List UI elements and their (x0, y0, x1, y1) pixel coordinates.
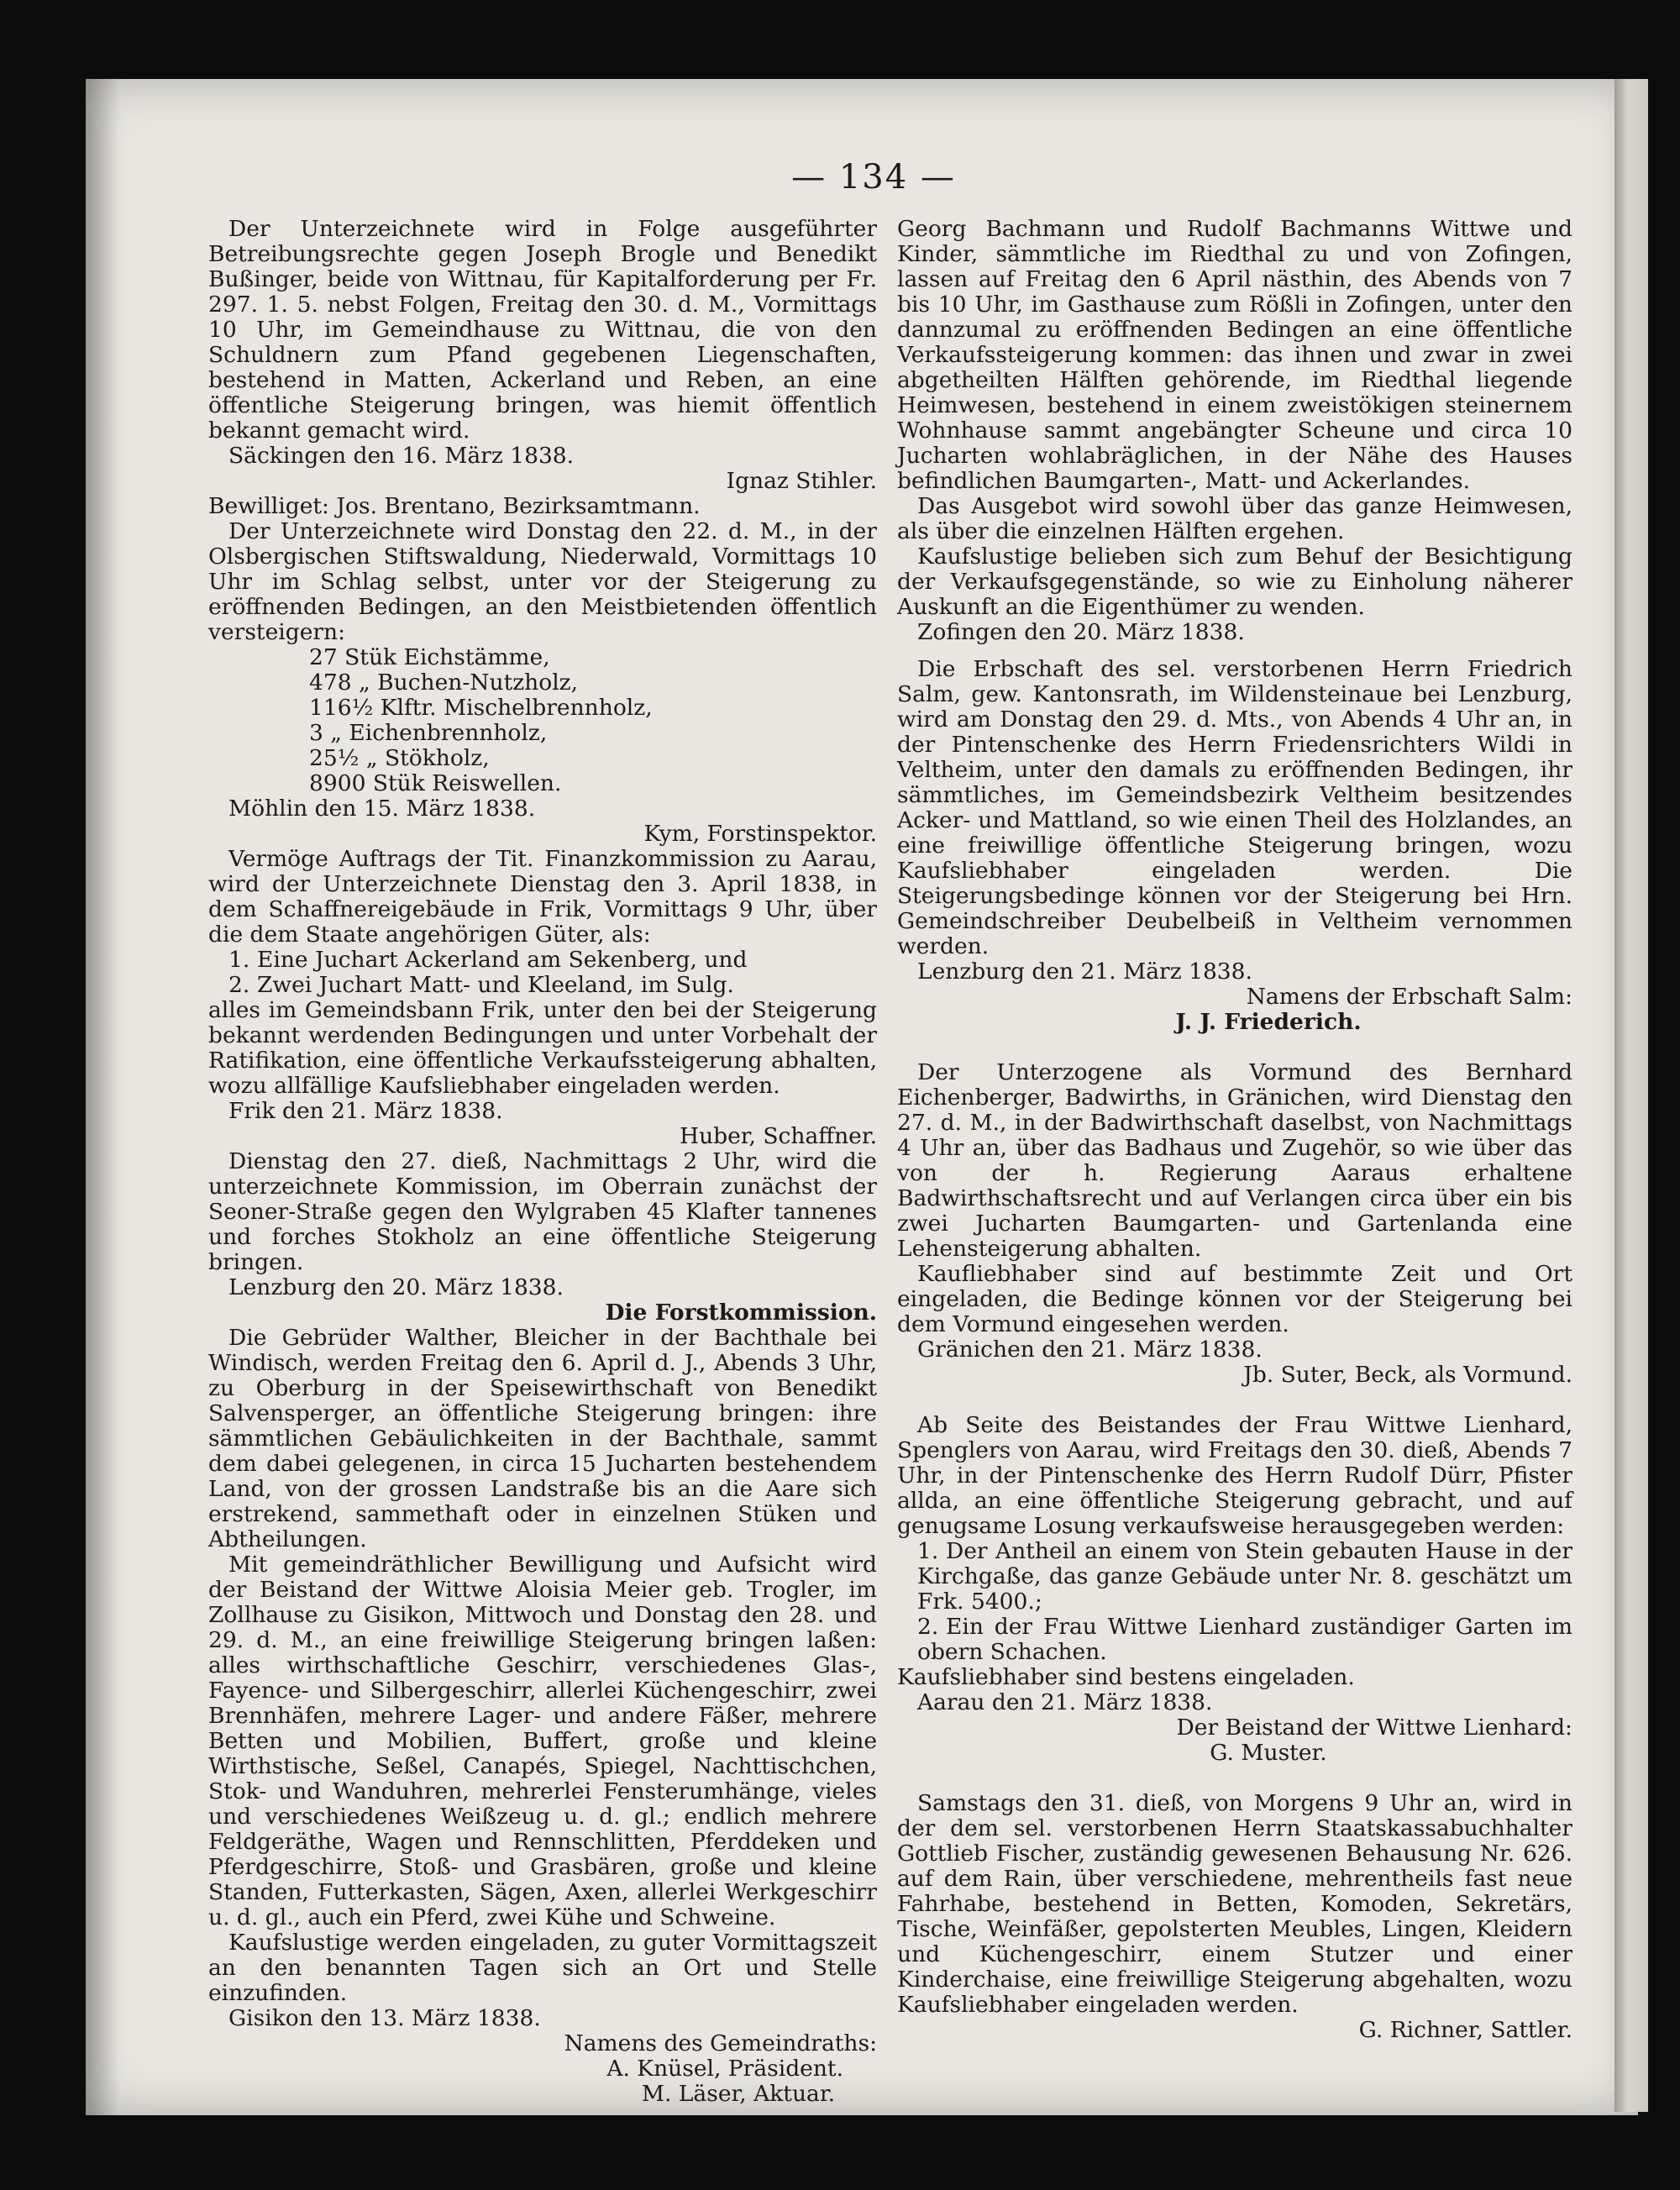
list-number: 1. (228, 947, 250, 973)
notice-signature: Kym, Forstinspektor. (643, 821, 877, 847)
notice-signature: G. Richner, Sattler. (1358, 2017, 1572, 2043)
notice-signature: Huber, Schaffner. (679, 1123, 877, 1149)
notice-signature: A. Knüsel, Präsident. (606, 2056, 843, 2082)
wood-list-item: 8900 Stük Reiswellen. (309, 770, 562, 796)
list-item (897, 1615, 1572, 1665)
notice-signature: Namens der Erbschaft Salm: (1246, 984, 1572, 1010)
notice-text: Der Unterzogene als Vormund des Bernhard Eichenberger, Badwirths, in Gränichen, wird Dienstag den 27. d. M., in der Badwirthschaft daselbst, von Nachmittags 4 Uhr an, über das Badhaus und Zugehör, so wie über das von der h. Regierung Aaraus erhaltene Badwirthschaftsrecht und auf Verlangen circa über ein bis zwei Jucharten Baumgarten- und Gartenlanda eine Lehensteigerung abhalten. (897, 1059, 1572, 1262)
notice-text: Ab Seite des Beistandes der Frau Wittwe Lienhard, Spenglers von Aarau, wird Freitags den 30. dieß, Abends 7 Uhr, in der Pintenschenke des Herrn Rudolf Dürr, Pfister allda, an eine öffentliche Steigerung gebracht, und auf genugsame Losung verkaufsweise herausgegeben werden: (897, 1412, 1572, 1539)
notice-text: Vermöge Auftrags der Tit. Finanzkommission zu Aarau, wird der Unterzeichnete Dienstag den 3. April 1838, in dem Schaffnereigebäude in Frik, Vormittags 9 Uhr, über die dem Staate angehörigen Güter, als: (208, 846, 877, 948)
notice-signature: Namens des Gemeindraths: (564, 2030, 877, 2056)
notice-text: Kaufliebhaber sind auf bestimmte Zeit und Ort eingeladen, die Bedinge können vor der Steigerung bei dem Vormund eingesehen werden. (897, 1261, 1572, 1337)
notice-text: Kaufslustige werden eingeladen, zu guter Vormittagszeit an den benannten Tagen sich an Ort und Stelle einzufinden. (208, 1930, 877, 2006)
wood-list-item: 25½ „ Stökholz, (309, 745, 490, 771)
notice-text: Kaufsliebhaber sind bestens eingeladen. (897, 1664, 1355, 1690)
list-text: Ein der Frau Wittwe Lienhard zuständiger Garten im obern Schachen. (917, 1614, 1572, 1665)
wood-list-item: 27 Stük Eichstämme, (309, 644, 550, 670)
gutter-shadow (86, 79, 119, 2115)
left-column (208, 217, 877, 2107)
notice-text: Samstags den 31. dieß, von Morgens 9 Uhr an, wird in der dem sel. verstorbenen Herrn Staatskassabuchhalter Gottlieb Fischer, zuständig gewesenen Behausung Nr. 626. auf dem Rain, über verschiedene, mehrentheils fast neue Fahrhabe, bestehend in Betten, Komoden, Sekretärs, Tische, Weinfäßer, gepolsterten Meubles, Lingen, Kleidern und Küchengeschirr, einem Stutzer und einer Kinderchaise, eine freiwillige Steigerung abgehalten, wozu Kaufsliebhaber eingeladen werden. (897, 1790, 1572, 2018)
wood-list-item: 478 „ Buchen-Nutzholz, (309, 670, 579, 696)
list-text: Der Antheil an einem von Stein gebauten Hause in der Kirchgaße, das ganze Gebäude unter Nr. 8. geschätzt um Frk. 5400.; (917, 1538, 1572, 1615)
notice-signature: M. Läser, Aktuar. (641, 2081, 835, 2107)
wood-list (309, 645, 877, 796)
notice-date: Lenzburg den 20. März 1838. (228, 1274, 564, 1300)
notice-date: Gisikon den 13. März 1838. (228, 2005, 541, 2031)
notice-text: Mit gemeindräthlicher Bewilligung und Aufsicht wird der Beistand der Wittwe Aloisia Meier geb. Trogler, im Zollhause zu Gisikon, Mittwoch und Donstag den 28. und 29. d. M., an eine freiwillige Steigerung bringen laßen: alles wirthschaftliche Geschirr, verschiedenes Glas-, Fayence- und Silbergeschirr, allerlei Küchengeschirr, zwei Brennhäfen, mehrere Lager- und andere Fäßer, mehrere Betten und Mobilien, Buffert, große und kleine Wirthstische, Seßel, Canapés, Spiegel, Nachttischchen, Stok- und Wanduhren, mehrerlei Fensterumhänge, vieles und verschiedenes Weißzeug u. d. gl.; endlich mehrere Feldgeräthe, Wagen und Rennschlitten, Pferddeken und Pferdgeschirre, Stoß- und Grasbären, große und kleine Standen, Futterkasten, Sägen, Axen, allerlei Werkgeschirr u. d. gl., auch ein Pferd, zwei Kühe und Schweine. (208, 1552, 877, 1930)
list-text: Eine Juchart Ackerland am Sekenberg, und (257, 947, 748, 973)
notice-date: Zofingen den 20. März 1838. (917, 619, 1245, 645)
notice-signature: Ignaz Stihler. (726, 468, 877, 494)
page-edge (1614, 79, 1648, 2112)
notice-text: alles im Gemeindsbann Frik, unter den bei der Steigerung bekannt werdenden Bedingungen und unter Vorbehalt der Ratifikation, eine öffentliche Verkaufssteigerung abhalten, wozu allfällige Kaufsliebhaber eingeladen werden. (208, 997, 877, 1099)
notice-approval: Bewilliget: Jos. Brentano, Bezirksamtmann. (208, 493, 701, 519)
notice-date: Frik den 21. März 1838. (228, 1098, 503, 1124)
notice-date: Gränichen den 21. März 1838. (917, 1337, 1263, 1363)
list-number: 2. (917, 1614, 939, 1640)
notice-text: Der Unterzeichnete wird in Folge ausgeführter Betreibungsrechte gegen Joseph Brogle und Benedikt Bußinger, beide von Wittnau, für Kapitalforderung per Fr. 297. 1. 5. nebst Folgen, Freitag den 30. d. M., Vormittags 10 Uhr, im Gemeindhause zu Wittnau, die von den Schuldnern zum Pfand gegebenen Liegenschaften, bestehend in Matten, Ackerland und Reben, an eine öffentliche Steigerung bringen, was hiemit öffentlich bekannt gemacht wird. (208, 216, 877, 444)
notice-text: Die Erbschaft des sel. verstorbenen Herrn Friedrich Salm, gew. Kantonsrath, im Wildensteinaue bei Lenzburg, wird am Donstag den 29. d. Mts., von Abends 4 Uhr an, in der Pintenschenke des Herrn Friedensrichters Wildi in Veltheim, unter den damals zu eröffnenden Bedingen, ihr sämmtliches, im Gemeindsbezirk Veltheim besitzendes Acker- und Mattland, so wie einen Theil des Holzlandes, an eine freiwillige öffentliche Steigerung bringen, wozu Kaufsliebhaber eingeladen werden. Die Steigerungsbedinge können vor der Steigerung bei Hrn. Gemeindschreiber Deubelbeiß in Veltheim vernommen werden. (897, 656, 1572, 959)
notice-date: Säckingen den 16. März 1838. (228, 443, 575, 469)
page-number: — 134 — (791, 158, 956, 197)
list-item (208, 948, 877, 973)
notice-date: Möhlin den 15. März 1838. (228, 796, 536, 822)
wood-list-item: 3 „ Eichenbrennholz, (309, 720, 548, 746)
notice-text: Kaufslustige belieben sich zum Behuf der Besichtigung der Verkaufsgegenstände, so wie zu Einholung näherer Auskunft an die Eigenthümer zu wenden. (897, 544, 1572, 620)
notice-signature: G. Muster. (1210, 1740, 1327, 1766)
notice-signature: Der Beistand der Wittwe Lienhard: (1176, 1715, 1572, 1741)
notice-text: Georg Bachmann und Rudolf Bachmanns Wittwe und Kinder, sämmtliche im Riedthal zu und von Zofingen, lassen auf Freitag den 6 April nästhin, des Abends von 7 bis 10 Uhr, im Gasthause zum Rößli in Zofingen, unter den dannzumal zu eröffnenden Bedingen an eine öffentliche Verkaufssteigerung kommen: das ihnen und zwar in zwei abgetheilten Hälften gehörende, im Riedthal liegende Heimwesen, bestehend in einem zweistökigen steinernem Wohnhause sammt angebängter Scheune und circa 10 Jucharten wohlabräglichen, in der Nähe des Hauses befindlichen Baumgarten-, Matt- und Ackerlandes. (897, 216, 1572, 494)
right-column (897, 217, 1572, 2043)
list-item (897, 1539, 1572, 1615)
notice-signature: Die Forstkommission. (605, 1300, 877, 1326)
list-number: 1. (917, 1538, 939, 1564)
notice-text: Der Unterzeichnete wird Donstag den 22. d. M., in der Olsbergischen Stiftswaldung, Niederwald, Vormittags 10 Uhr im Schlag selbst, unter vor der Steigerung zu eröffnenden Bedingen, an den Meistbietenden öffentlich versteigern: (208, 518, 877, 645)
notice-date: Aarau den 21. März 1838. (917, 1689, 1213, 1715)
notice-text: Die Gebrüder Walther, Bleicher in der Bachthale bei Windisch, werden Freitag den 6. April d. J., Abends 3 Uhr, zu Oberburg in der Speisewirthschaft von Benedikt Salvensperger, an öffentliche Steigerung bringen: ihre sämmtlichen Gebäulichkeiten in der Bachthale, sammt dem dabei gelegenen, in circa 15 Jucharten bestehendem Land, von der grossen Landstraße bis an die Aare sich erstrekend, sammethaft oder in einzelnen Stüken und Abtheilungen. (208, 1325, 877, 1552)
list-item (208, 973, 877, 998)
notice-text: Das Ausgebot wird sowohl über das ganze Heimwesen, als über die einzelnen Hälften ergehen. (897, 493, 1572, 544)
notice-text: Dienstag den 27. dieß, Nachmittags 2 Uhr, wird die unterzeichnete Kommission, im Oberrain zunächst der Seoner-Straße gegen den Wylgraben 45 Klafter tannenes und forches Stokholz an eine öffentliche Steigerung bringen. (208, 1148, 877, 1275)
notice-date: Lenzburg den 21. März 1838. (917, 958, 1252, 985)
wood-list-item: 116½ Klftr. Mischelbrennholz, (309, 695, 653, 721)
list-text: Zwei Juchart Matt- und Kleeland, im Sulg. (257, 972, 734, 998)
list-number: 2. (228, 972, 250, 998)
notice-signature: Jb. Suter, Beck, als Vormund. (1243, 1362, 1572, 1388)
notice-signature: J. J. Friederich. (1175, 1009, 1362, 1035)
